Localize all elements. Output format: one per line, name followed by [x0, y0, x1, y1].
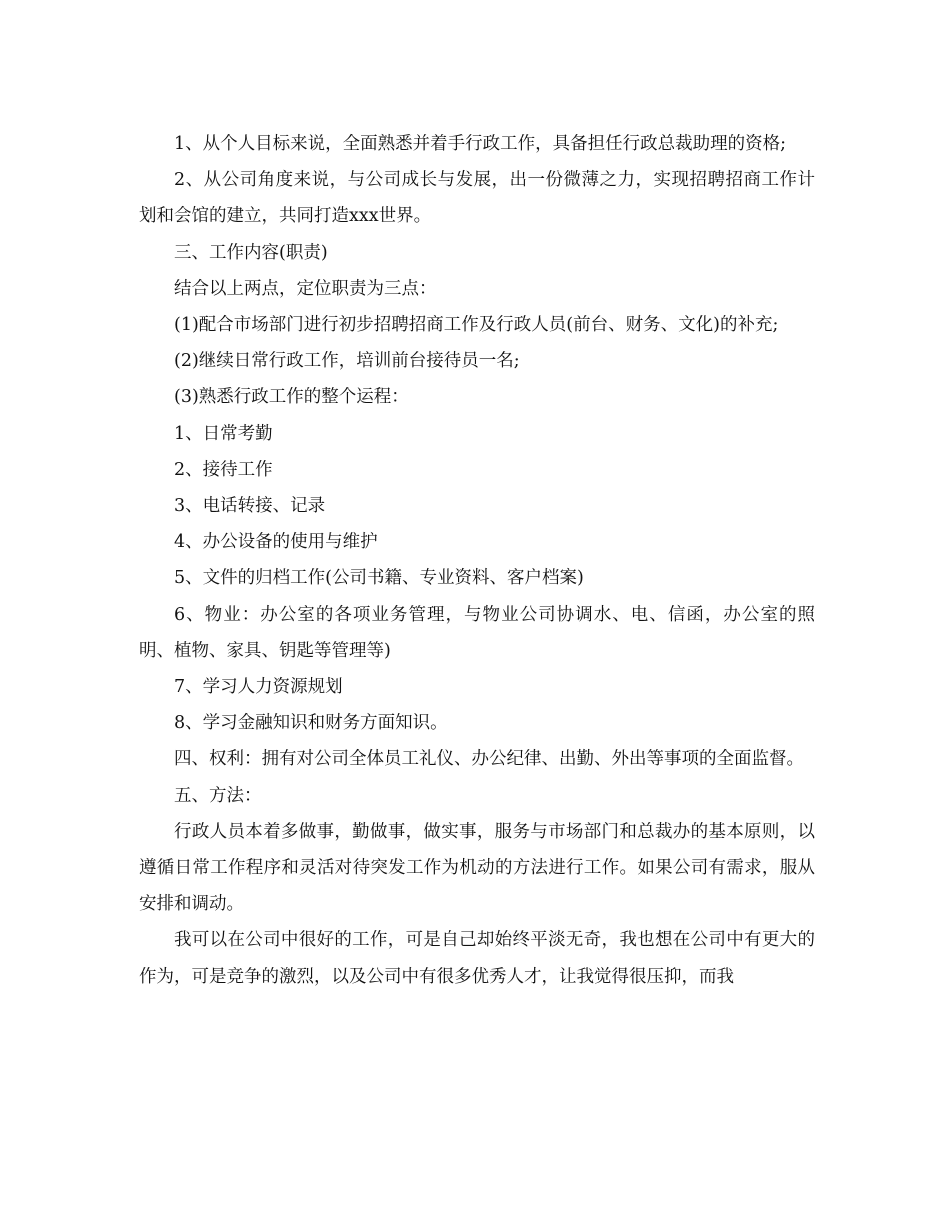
- section-heading-duties: 三、工作内容(职责): [174, 242, 328, 263]
- paragraph-goal-company: 2、从公司角度来说，与公司成长与发展，出一份微薄之力，实现招聘招商工作计划和会馆的建立，共同打造xxx世界。: [139, 170, 815, 227]
- list-item-filing: 5、文件的归档工作(公司书籍、专业资料、客户档案): [174, 568, 584, 589]
- document-body: [139, 126, 815, 995]
- list-item-hr-planning: 7、学习人力资源规划: [174, 677, 343, 698]
- paragraph-duty-1: (1)配合市场部门进行初步招聘招商工作及行政人员(前台、财务、文化)的补充;: [174, 315, 779, 336]
- list-item-finance: 8、学习金融知识和财务方面知识。: [174, 713, 448, 734]
- paragraph-duty-2: (2)继续日常行政工作，培训前台接待员一名;: [174, 351, 520, 372]
- list-item-reception: 2、接待工作: [174, 459, 273, 480]
- section-heading-rights: 四、权利：拥有对公司全体员工礼仪、办公纪律、出勤、外出等事项的全面监督。: [174, 749, 804, 770]
- paragraph-duties-intro: 结合以上两点，定位职责为三点：: [174, 278, 437, 299]
- paragraph-methods: 行政人员本着多做事，勤做事，做实事，服务与市场部门和总裁办的基本原则，以遵循日常工作程序和灵活对待突发工作为机动的方法进行工作。如果公司有需求，服从安排和调动。: [139, 821, 815, 915]
- list-item-property: 6、物业：办公室的各项业务管理，与物业公司协调水、电、信函，办公室的照明、植物、家具、钥匙等管理等): [139, 604, 815, 661]
- list-item-equipment: 4、办公设备的使用与维护: [174, 532, 378, 553]
- list-item-phone: 3、电话转接、记录: [174, 496, 326, 517]
- paragraph-duty-3: (3)熟悉行政工作的整个运程：: [174, 387, 409, 408]
- section-heading-methods: 五、方法：: [174, 785, 262, 806]
- paragraph-goal-personal: 1、从个人目标来说，全面熟悉并着手行政工作，具备担任行政总裁助理的资格;: [174, 134, 787, 154]
- list-item-attendance: 1、日常考勤: [174, 423, 273, 444]
- paragraph-reflection: 我可以在公司中很好的工作，可是自己却始终平淡无奇，我也想在公司中有更大的作为，可是竞争的激烈，以及公司中有很多优秀人才，让我觉得很压抑，而我: [139, 930, 815, 987]
